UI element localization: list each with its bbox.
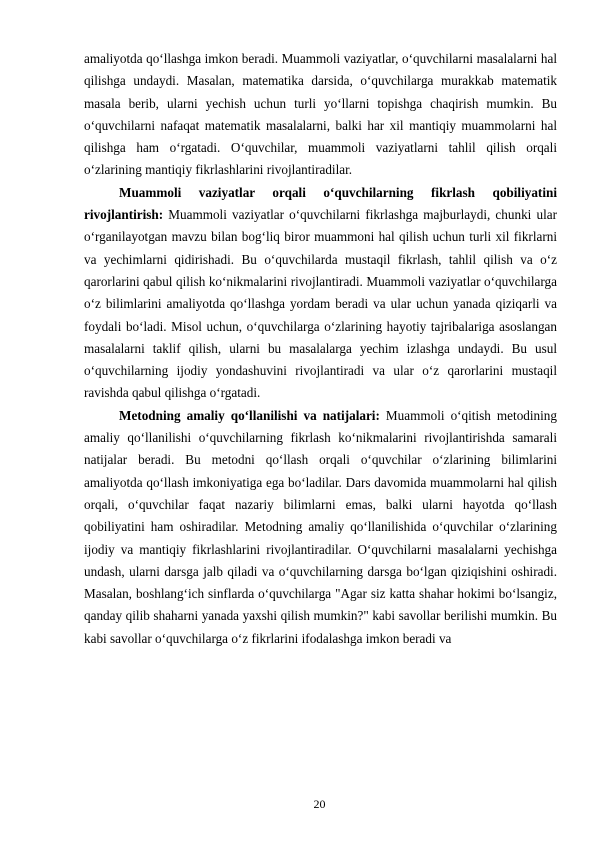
paragraph-method-results-heading: Metodning amaliy qo‘llanilishi va natijalari: bbox=[119, 407, 380, 423]
page-number: 20 bbox=[313, 797, 326, 811]
paragraph-thinking-skills-heading: Muammoli vaziyatlar orqali o‘quvchilarning fikrlash qobiliyatini rivojlantirish: bbox=[84, 184, 557, 223]
page-body bbox=[84, 48, 557, 650]
paragraph-intro-text: amaliyotda qo‘llashga imkon beradi. Muammoli vaziyatlar, o‘quvchilarni masalalarni hal qilishga undaydi. Masalan, matematika darsida, o‘quvchilarga murakkab matematik masala berib, ularni yechish uchun turli yo‘llarni topishga chaqirish mumkin. Bu o‘quvchilarni nafaqat matematik masalalarni, balki har xil mantiqiy muammolarni hal qilishga ham o‘rgatadi. O‘quvchilar, muammoli vaziyatlarni tahlil qilish orqali o‘zlarining mantiqiy fikrlashlarini rivojlantiradilar. bbox=[84, 51, 557, 178]
paragraph-intro bbox=[84, 48, 557, 182]
paragraph-method-results bbox=[84, 405, 557, 650]
paragraph-thinking-skills-text: Muammoli vaziyatlar o‘quvchilarni fikrlashga majburlaydi, chunki ular o‘rganilayotgan mavzu bilan bog‘liq biror muammoni hal qilish uchun turli xil fikrlarni va yechimlarni qidirishadi. Bu o‘quvchilarda mustaqil fikrlash, tahlil qilish va o‘z qarorlarini qabul qilish ko‘nikmalarini rivojlantiradi. Muammoli vaziyatlar o‘quvchilarga o‘z bilimlarini amaliyotda qo‘llashga yordam beradi va ular uchun yanada qiziqarli va foydali bo‘ladi. Misol uchun, o‘quvchilarga o‘zlarining hayotiy tajribalariga asoslangan masalalarni taklif qilish, ularni bu masalalarga yechim izlashga undaydi. Bu usul o‘quvchilarning ijodiy yondashuvini rivojlantiradi va ular o‘z qarorlarini mustaqil ravishda qabul qilishga o‘rgatadi. bbox=[84, 207, 557, 401]
paragraph-thinking-skills bbox=[84, 182, 557, 405]
paragraph-method-results-text: Muammoli o‘qitish metodining amaliy qo‘llanilishi o‘quvchilarning fikrlash ko‘nikmalarini rivojlantirishda samarali natijalar beradi. Bu metodni qo‘llash orqali o‘quvchilar o‘zlarining bilimlarini amaliyotda qo‘llash imkoniyatiga ega bo‘ladilar. Dars davomida muammolarni hal qilish orqali, o‘quvchilar faqat nazariy bilimlarni emas, balki ularni hayotda qo‘llash qobiliyatini ham oshiradilar. Metodning amaliy qo‘llanilishida o‘quvchilar o‘zlarining ijodiy va mantiqiy fikrlashlarini rivojlantiradilar. O‘quvchilarni masalalarni yechishga undash, ularni darsga jalb qiladi va o‘quvchilarning darsga bo‘lgan qiziqishini oshiradi. Masalan, boshlang‘ich sinflarda o‘quvchilarga "Agar siz katta shahar hokimi bo‘lsangiz, qanday qilib shaharni yanada yaxshi qilish mumkin?" kabi savollar berilishi mumkin. Bu kabi savollar o‘quvchilarga o‘z fikrlarini ifodalashga imkon beradi va bbox=[84, 407, 557, 646]
